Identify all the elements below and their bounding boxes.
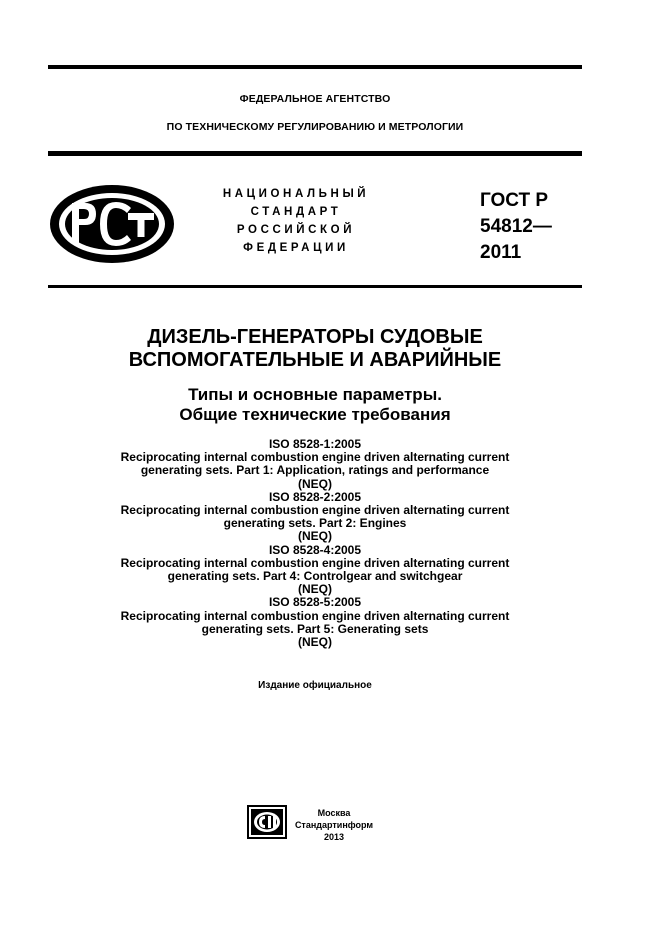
gost-designation xyxy=(480,188,552,266)
publisher-name: Стандартинформ xyxy=(294,820,374,830)
iso-title-line2: generating sets. Part 2: Engines xyxy=(223,516,407,531)
iso-equivalence: (NEQ) xyxy=(298,635,332,650)
iso-title-line2: generating sets. Part 4: Controlgear and switchgear xyxy=(167,569,463,584)
iso-references xyxy=(40,438,590,649)
document-title-line2: ВСПОМОГАТЕЛЬНЫЕ И АВАРИЙНЫЕ xyxy=(128,349,502,371)
document-subtitle-line1: Типы и основные параметры. xyxy=(188,385,442,404)
publication-year: 2013 xyxy=(323,832,345,842)
iso-reference xyxy=(40,596,590,649)
standard-block-bottom-rule xyxy=(48,285,582,288)
document-subtitle-line2: Общие технические требования xyxy=(179,405,451,424)
iso-title-line1: Reciprocating internal combustion engine driven alternating current xyxy=(120,450,510,465)
publisher-info xyxy=(294,807,374,843)
iso-code: ISO 8528-4:2005 xyxy=(268,542,362,557)
iso-title-line2: generating sets. Part 1: Application, ratings and performance xyxy=(140,463,490,478)
iso-equivalence: (NEQ) xyxy=(298,582,332,597)
agency-name-line2: ПО ТЕХНИЧЕСКОМУ РЕГУЛИРОВАНИЮ И МЕТРОЛОГИИ xyxy=(166,121,464,133)
national-standard-line2: СТАНДАРТ xyxy=(250,206,342,218)
top-rule xyxy=(48,65,582,69)
iso-title-line1: Reciprocating internal combustion engine driven alternating current xyxy=(120,555,510,570)
iso-code: ISO 8528-1:2005 xyxy=(268,437,362,451)
gost-year: 2011 xyxy=(480,242,522,263)
agency-name-line1: ФЕДЕРАЛЬНОЕ АГЕНТСТВО xyxy=(239,93,391,105)
document-title-line1: ДИЗЕЛЬ-ГЕНЕРАТОРЫ СУДОВЫЕ xyxy=(147,326,483,348)
iso-equivalence: (NEQ) xyxy=(298,529,332,544)
iso-title-line2: generating sets. Part 5: Generating sets xyxy=(201,621,429,636)
gost-rst-logo-icon xyxy=(48,183,176,265)
iso-equivalence: (NEQ) xyxy=(298,476,332,491)
iso-title-line1: Reciprocating internal combustion engine driven alternating current xyxy=(120,608,510,623)
edition-note: Издание официальное xyxy=(258,680,372,691)
national-standard-line3: РОССИЙСКОЙ xyxy=(236,224,356,236)
national-standard-line1: НАЦИОНАЛЬНЫЙ xyxy=(222,188,370,200)
iso-reference xyxy=(40,544,590,597)
national-standard-line4: ФЕДЕРАЦИИ xyxy=(243,242,349,254)
iso-title-line1: Reciprocating internal combustion engine driven alternating current xyxy=(120,503,510,518)
iso-code: ISO 8528-2:2005 xyxy=(268,489,362,504)
gost-number: 54812— xyxy=(480,216,552,237)
gost-label: ГОСТ Р xyxy=(480,190,549,211)
iso-code: ISO 8528-5:2005 xyxy=(268,595,362,610)
standartinform-logo-icon xyxy=(247,805,287,839)
publisher-city: Москва xyxy=(317,808,351,818)
header-bottom-rule xyxy=(48,151,582,156)
iso-reference xyxy=(40,438,590,491)
iso-reference xyxy=(40,491,590,544)
